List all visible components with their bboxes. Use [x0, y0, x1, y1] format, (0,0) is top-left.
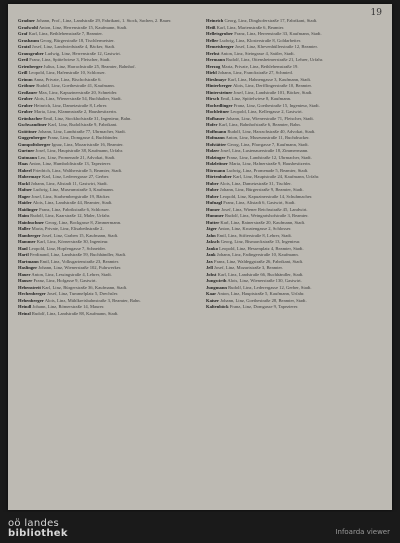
directory-entry — [18, 252, 194, 258]
entry-text: Franz, Linz, Hofgasse 9, Gastwirt. — [33, 278, 97, 283]
directory-entry — [18, 83, 194, 89]
directory-entry — [18, 207, 194, 213]
entry-name: Jäger — [206, 226, 217, 231]
directory-entry — [206, 135, 382, 141]
directory-entry — [18, 44, 194, 50]
entry-name: Grienberger — [18, 63, 43, 69]
entry-text: Max, Linz, Kapuzinerstraße 20, Schneider. — [38, 89, 118, 95]
entry-text: Emil, Linz, Stockhofstraße 31, Ingenieur, Bahn. — [43, 115, 132, 121]
directory-entry — [206, 207, 382, 213]
entry-name: Gstöttner — [18, 128, 37, 134]
entry-name: Grill — [18, 70, 28, 75]
entry-name: Jell — [206, 265, 213, 270]
directory-entry — [18, 31, 194, 37]
entry-text: Alois, Linz, Mühlkreisbahnstraße 3, Beamter, Bahn. — [44, 297, 141, 303]
entry-text: Johann, Linz, Bürgerstraße 9, Beamter, Stadt. — [219, 187, 304, 192]
directory-entry — [18, 168, 194, 174]
entry-text: Josef, Linz, Hauptstraße 38, Kaufmann, Urfahr. — [35, 148, 124, 153]
entry-name: Hummer — [206, 213, 224, 218]
directory-entry — [18, 174, 194, 180]
directory-entry — [18, 142, 194, 148]
entry-text: Ludwig, Linz, Klosterstraße 8, Goldarbeiter. — [219, 37, 302, 43]
entry-name: Grasbaum — [18, 37, 39, 43]
directory-entry — [18, 233, 194, 239]
entry-text: Josef, Linz, Graben 15, Kaufmann, Stadt. — [41, 232, 119, 238]
entry-text: Georg, Bürgerstraße 18, Tischlermeister. — [40, 37, 115, 43]
entry-name: Heinrich — [206, 18, 224, 23]
directory-entry — [18, 311, 194, 317]
entry-name: Gratzl — [18, 44, 31, 49]
directory-entry — [206, 291, 382, 297]
directory-entry — [206, 70, 382, 76]
entry-name: Gradwohl — [18, 24, 38, 30]
entry-text: Alois, Linz, Dametzstraße 31, Tischler. — [219, 180, 292, 186]
entry-name: Grünbacher — [18, 115, 43, 121]
directory-entry — [18, 220, 194, 226]
directory-entry — [206, 109, 382, 115]
entry-text: Johann, Linz, Fadingerstraße 10, Kaufmann. — [216, 252, 299, 257]
directory-entry — [206, 181, 382, 187]
directory-entry — [206, 278, 382, 284]
entry-name: Kaiser — [206, 297, 220, 303]
entry-text: Karl, Linz, Rainerstraße 20, Kaufmann, Stadt. — [220, 219, 306, 225]
entry-text: Rudolf, Linz, Kaarstraße 12, Maler, Urfahr. — [30, 213, 111, 218]
directory-entry — [206, 103, 382, 109]
directory-entry — [206, 90, 382, 96]
entry-text: Karl, Linz, Bahnhofstraße 6, Beamter, Bahn. — [218, 122, 301, 127]
directory-entry — [206, 18, 382, 24]
directory-entry — [18, 226, 194, 232]
directory-entry — [18, 291, 194, 297]
directory-entry — [206, 51, 382, 57]
entry-name: Holzer — [206, 148, 220, 153]
entry-text: Leopold, Linz, Hafenstraße 10, Schlosser. — [28, 70, 106, 75]
entry-name: Heiß — [206, 24, 216, 30]
entry-text: Ferdinand, Linz, Landstraße 59, Buchhändler, Stadt. — [29, 252, 127, 257]
entry-name: Janko — [206, 245, 219, 251]
entry-text: Karl, Linz, Bethlehemstraße 7, Beamter. — [28, 31, 103, 36]
entry-text: Rudolf, Linz, Landstraße 88, Kaufmann, Stadt. — [31, 310, 119, 316]
entry-name: Hörtenhuber — [206, 174, 232, 179]
directory-entry — [206, 44, 382, 50]
entry-text: Anton, Linz, Humboldtstraße 13, Tapezierer. — [28, 161, 112, 166]
entry-text: Maria, Linz, Hafnerstraße 9, Hausbesitzerin. — [229, 161, 311, 166]
entry-name: Greil — [18, 57, 29, 62]
entry-text: Franz, Linz, Landstraße 12, Uhrmacher, Stadt. — [226, 154, 312, 160]
entry-text: Maria, Private, Linz, Bethlehemstraße 19. — [221, 63, 299, 69]
entry-text: Alois, Linz, Wienerstraße 130, Gastwirt. — [227, 278, 302, 283]
entry-text: Julius, Linz, Harrachstraße 25, Beamter, Bahnhof. — [43, 63, 136, 69]
entry-name: Gruber — [18, 96, 33, 101]
entry-name: Gschwandtner — [18, 122, 47, 127]
directory-entry — [18, 194, 194, 200]
entry-text: Josef, Linz, Landstraße 101, Bäcker, Stadt. — [233, 89, 313, 95]
entry-name: Helletsgruber — [206, 31, 234, 36]
directory-entry — [18, 70, 194, 76]
directory-entry — [206, 213, 382, 219]
entry-text: Karl, Linz, Hauptstraße 24, Kaufmann, Urfahr. — [232, 174, 320, 179]
entry-name: Jungwirth — [206, 278, 227, 283]
entry-name: Jahn — [206, 232, 216, 238]
entry-text: Ignaz, Linz, Mozartstraße 16, Beamter. — [51, 141, 124, 147]
entry-name: Humer — [206, 206, 221, 212]
entry-text: Johann, Linz, Goethestraße 28, Beamter, Stadt. — [220, 297, 307, 303]
directory-entry — [18, 103, 194, 109]
entry-name: Hofbauer — [206, 115, 225, 121]
entry-text: Anton, Linz, Lessingstraße 4, Lehrer, Stadt. — [31, 271, 112, 277]
viewer-label: Infoarda viewer — [335, 528, 390, 536]
entry-text: Johann, Linz, Wienerstraße 71, Fleischer, Stadt. — [226, 115, 314, 121]
entry-text: Franz, Linz, Spittelwiese 3, Fleischer, Stadt. — [29, 57, 111, 62]
entry-name: Hehenberger — [18, 297, 44, 303]
directory-entry — [18, 272, 194, 278]
directory-entry — [206, 285, 382, 291]
directory-entry — [206, 64, 382, 70]
entry-name: Huber — [206, 180, 219, 186]
logo-line-1: oö landes — [8, 518, 60, 529]
directory-entry — [18, 187, 194, 193]
entry-text: Johann, Prof., Linz, Landstraße 29, Fabrikant, 1. Stock, Sachen, 2. Bauer. — [36, 18, 172, 23]
entry-text: Josef, Linz, Mozartstraße 3, Beamter. — [214, 265, 283, 270]
entry-text: Karl, Linz, Hahnengasse 3, Kaufmann, Stadt. — [227, 76, 312, 82]
entry-text: Georg, Linz, Pfarrgasse 7, Kaufmann, Stadt. — [227, 141, 309, 147]
entry-text: Anton, Linz, Herrenstraße 15, Kaufmann, Stadt. — [38, 24, 128, 30]
entry-name: Holzinger — [206, 154, 226, 160]
entry-name: Heinzl — [18, 310, 31, 316]
entry-name: Hainbuchner — [18, 219, 45, 225]
entry-text: Johann, Linz, Franckstraße 27, Schmied. — [217, 70, 293, 75]
entry-text: Ludwig, Linz, Museumstraße 3, Kaufmann. — [33, 187, 114, 192]
directory-entry — [206, 272, 382, 278]
entry-text: Franz, Linz, Goethestraße 15, Ingenieur, Stadt. — [233, 102, 320, 108]
entry-text: Maria, Private, Linz, Elisabethstraße 2. — [31, 226, 104, 231]
entry-text: Johann, Linz, Wienerstraße 102, Fuhrwerker. — [38, 265, 122, 270]
entry-text: Anton, Linz, Kroatengasse 2, Schlosser. — [217, 226, 292, 231]
entry-text: Georg, Linz, Dinghoferstraße 17, Fabrikant, Stadt. — [224, 18, 318, 23]
entry-text: Josef, Linz, Wiener Reichsstraße 45, Landwirt. — [221, 206, 308, 212]
right-column — [206, 18, 382, 311]
entry-text: Franz, Linz, Herrenstraße 33, Kaufmann, Stadt. — [234, 31, 322, 36]
directory-entry — [18, 304, 194, 310]
directory-entry — [206, 38, 382, 44]
entry-name: Hartmann — [18, 258, 39, 264]
entry-name: Hofmann — [206, 135, 225, 140]
directory-entry — [206, 174, 382, 180]
entry-name: Haller — [18, 226, 31, 231]
entry-name: Graf — [18, 31, 28, 36]
entry-name: Hauer — [18, 271, 31, 277]
entry-name: Hechenberger — [18, 291, 46, 296]
entry-text: Josef, Linz, Tummelplatz 5, Drechsler. — [46, 291, 119, 296]
directory-entry — [18, 122, 194, 128]
directory-entry — [206, 142, 382, 148]
entry-name: Haberl — [18, 167, 32, 173]
entry-name: Großauer — [18, 89, 38, 95]
entry-name: Hermann — [206, 57, 225, 62]
entry-name: Holzleitner — [206, 161, 228, 166]
directory-entry — [18, 265, 194, 271]
entry-text: Karl, Linz, Bürgerstraße 36, Kaufmann, Stadt. — [42, 284, 128, 290]
directory-entry — [18, 213, 194, 219]
entry-name: Hackl — [18, 180, 30, 186]
entry-name: Haslinger — [18, 265, 38, 270]
entry-text: Anton, Linz, Steingasse 4, Sattler, Stadt. — [220, 50, 295, 56]
directory-entry — [18, 64, 194, 70]
scanned-page — [8, 4, 392, 510]
directory-entry — [18, 129, 194, 135]
entry-text: Franz, Linz, Domgasse 9, Tapezierer. — [229, 304, 299, 309]
directory-entry — [18, 135, 194, 141]
directory-entry — [18, 96, 194, 102]
entry-text: Karl, Linz, Körnerstraße 30, Ingenieur. — [36, 239, 109, 244]
entry-text: Leopold, Linz, Hopfengasse 7, Schneider. — [28, 245, 106, 251]
entry-name: Hutter — [206, 219, 220, 225]
directory-entry — [18, 259, 194, 265]
entry-name: Jank — [206, 252, 216, 257]
entry-text: Johann, Linz, Römerstraße 14, Maurer. — [32, 304, 105, 309]
directory-entry — [18, 239, 194, 245]
entry-text: Leopold, Linz, Kellergasse 2, Gastwirt. — [230, 109, 303, 114]
directory-entry — [18, 77, 194, 83]
entry-name: Haidinger — [18, 206, 38, 212]
entry-text: Georg, Linz, Bismarckstraße 13, Ingenieur. — [220, 239, 301, 244]
entry-text: Karl, Linz, Marienstraße 6, Beamter. — [216, 24, 285, 30]
directory-entry — [206, 31, 382, 37]
directory-entry — [206, 200, 382, 206]
directory-entry — [18, 38, 194, 44]
directory-entry — [206, 246, 382, 252]
entry-name: Jungmann — [206, 284, 227, 290]
directory-entry — [18, 155, 194, 161]
directory-entry — [206, 226, 382, 232]
entry-name: Jax — [206, 258, 213, 264]
directory-entry — [18, 298, 194, 304]
directory-entry — [18, 161, 194, 167]
entry-name: Haim — [18, 213, 29, 218]
directory-entry — [206, 57, 382, 63]
directory-entry — [206, 220, 382, 226]
directory-entry — [206, 96, 382, 102]
directory-entry — [206, 265, 382, 271]
entry-name: Hebenstreit — [18, 284, 41, 290]
entry-text: Ludwig, Linz, Promenade 5, Beamter, Stadt. — [226, 167, 309, 173]
entry-name: Hammer — [18, 239, 36, 244]
entry-name: Hiebl — [206, 70, 217, 75]
directory-entry — [18, 25, 194, 31]
entry-name: Hemetsberger — [206, 44, 234, 49]
entry-name: Hörmann — [206, 167, 226, 173]
entry-name: Hirsch — [206, 96, 220, 101]
entry-name: Gruber — [18, 109, 33, 114]
entry-text: Franz, Linz, Waldeggstraße 26, Fabrikant, Stadt. — [214, 258, 304, 264]
entry-text: Rudolf, Linz, Goethestraße 41, Kaufmann. — [36, 83, 115, 88]
directory-entry — [206, 239, 382, 245]
directory-entry — [206, 194, 382, 200]
entry-text: Karl, Linz, Lederergasse 27, Gerber. — [42, 174, 110, 179]
entry-text: Leopold, Linz, Hessenplatz 4, Beamter, Stadt. — [219, 245, 304, 251]
directory-entry — [206, 116, 382, 122]
entry-name: Hanl — [18, 245, 28, 251]
entry-text: Emil, Linz, Stifterstraße 8, Lehrer, Stadt. — [216, 232, 292, 238]
directory-entry — [206, 129, 382, 135]
entry-text: Rudolf, Linz, Weingartshofstraße 3, Beamter. — [225, 213, 309, 218]
entry-text: Anton, Linz, Museumstraße 11, Buchdrucker. — [225, 135, 310, 140]
entry-text: Alois, Linz, Derfflingerstraße 10, Beamter. — [232, 83, 312, 88]
entry-text: Leopold, Linz, Kapuzinerstraße 14, Schuhmacher. — [219, 193, 313, 199]
directory-entry — [206, 298, 382, 304]
entry-text: Emil, Linz, Volksgartenstraße 23, Beamter. — [39, 258, 120, 264]
logo-line-2: bibliothek — [8, 528, 68, 539]
entry-name: Huber — [206, 187, 219, 192]
entry-name: Jaksch — [206, 239, 220, 244]
directory-entry — [18, 278, 194, 284]
entry-text: Karl, Linz, Rudolfstraße 9, Fabrikant. — [48, 122, 118, 127]
entry-text: Franz, Linz, Fabrikstraße 6, Schlosser. — [39, 206, 110, 212]
directory-entry — [206, 122, 382, 128]
entry-text: Leo, Linz, Promenade 21, Advokat, Stadt. — [38, 154, 116, 160]
entry-text: Alois, Linz, Landstraße 44, Beamter, Stadt. — [32, 200, 113, 205]
entry-name: Hieslmayr — [206, 76, 227, 82]
directory-entry — [206, 304, 382, 310]
entry-text: Anton, Linz, Hauptstraße 5, Kaufmann, Urfahr. — [217, 291, 305, 296]
entry-text: Heinrich, Linz, Dametzstraße 8, Lehrer. — [33, 102, 108, 108]
entry-name: Gröbner — [18, 83, 36, 88]
entry-name: Hochleitner — [206, 109, 230, 114]
entry-name: Hartl — [18, 252, 29, 257]
entry-text: Rudolf, Linz, Harrachstraße 40, Advokat, Stadt. — [227, 128, 316, 134]
directory-entry — [18, 90, 194, 96]
entry-text: Karl, Linz, Landstraße 66, Buchhändler, Stadt. — [217, 271, 304, 277]
entry-name: Hafner — [18, 187, 33, 192]
entry-name: Gradner — [18, 18, 36, 23]
entry-name: Hufnagl — [206, 200, 223, 205]
directory-entry — [18, 57, 194, 63]
entry-name: Jobst — [206, 271, 217, 277]
directory-entry — [206, 252, 382, 258]
directory-entry — [206, 233, 382, 239]
directory-entry — [18, 181, 194, 187]
directory-entry — [18, 246, 194, 252]
directory-entry — [206, 77, 382, 83]
entry-text: Johann, Linz, Landstraße 77, Uhrmacher, Stadt. — [38, 128, 126, 134]
entry-name: Herzog — [206, 63, 221, 69]
entry-text: Franz, Linz, Altstadt 6, Gastwirt, Stadt. — [223, 200, 296, 205]
directory-entry — [206, 25, 382, 31]
left-column — [18, 18, 194, 317]
directory-entry — [206, 187, 382, 193]
page-number: 19 — [370, 8, 382, 18]
entry-text: Josef, Linz, Lustenauerstraße 18, Zimmermann. — [220, 148, 309, 153]
directory-entry — [18, 18, 194, 24]
entry-name: Hochedlinger — [206, 102, 233, 108]
entry-name: Huber — [206, 193, 219, 199]
entry-name: Hinterberger — [206, 83, 233, 88]
directory-entry — [206, 259, 382, 265]
entry-text: Ludwig, Linz, Herrenstraße 12, Gastwirt. — [44, 50, 121, 56]
entry-name: Gutmann — [18, 154, 37, 160]
entry-name: Hauser — [18, 278, 33, 283]
entry-name: Hofstätter — [206, 141, 227, 147]
entry-name: Gruber — [18, 102, 33, 108]
entry-name: Hoffmann — [206, 128, 227, 134]
entry-name: Grausgruber — [18, 50, 44, 56]
entry-name: Haider — [18, 200, 32, 205]
directory-entry — [206, 168, 382, 174]
entry-name: Hamberger — [18, 232, 41, 238]
entry-text: Franz, Linz, Domgasse 4, Buchbinder. — [47, 135, 119, 140]
entry-text: Friedrich, Linz, Waltherstraße 5, Beamter, Stadt. — [32, 167, 123, 173]
directory-entry — [18, 51, 194, 57]
entry-name: Hager — [18, 193, 31, 199]
entry-name: Habermayr — [18, 174, 41, 179]
entry-name: Hintersteiner — [206, 89, 233, 95]
entry-text: Rudolf, Linz, Lederergasse 12, Gerber, Stadt. — [228, 284, 312, 290]
entry-name: Gurtner — [18, 148, 35, 153]
directory-entry — [206, 155, 382, 161]
entry-text: Josef, Linz, Khevenhüllerstraße 12, Beamter. — [234, 44, 318, 49]
library-logo[interactable] — [8, 519, 68, 539]
directory-entry — [18, 200, 194, 206]
directory-entry — [18, 109, 194, 115]
entry-text: Josef, Linz, Landwiedstraße 4, Bäcker, Stadt. — [31, 44, 116, 49]
entry-text: Johann, Linz, Altstadt 11, Gastwirt, Stadt. — [30, 180, 108, 186]
entry-name: Guggenberger — [18, 135, 47, 140]
entry-name: Gumpoltsberger — [18, 141, 51, 147]
entry-text: Josef, Linz, Starhembergstraße 19, Bäcker. — [31, 193, 111, 199]
directory-entry — [18, 285, 194, 291]
entry-name: Kaltenböck — [206, 304, 229, 309]
entry-text: Rudolf, Linz, Ottensheimerstraße 21, Lehrer, Urfahr. — [226, 57, 324, 62]
entry-text: Alois, Linz, Wienerstraße 54, Buchhalter, Stadt. — [33, 96, 122, 101]
entry-text: Maria, Linz, Klammstraße 2, Hausbesitzerin. — [33, 109, 117, 114]
entry-text: Anna, Private, Linz, Bischofstraße 6. — [33, 76, 102, 82]
directory-entry — [18, 148, 194, 154]
directory-entry — [206, 161, 382, 167]
directory-entry — [206, 148, 382, 154]
directory-entry — [18, 116, 194, 122]
entry-name: Grimm — [18, 76, 33, 82]
entry-name: Herbst — [206, 50, 220, 56]
entry-name: Heindl — [18, 304, 32, 309]
entry-name: Heller — [206, 37, 219, 43]
entry-text: Emil, Linz, Spittelwiese 8, Kaufmann. — [220, 96, 292, 101]
entry-name: Hofer — [206, 122, 218, 127]
directory-entry — [206, 83, 382, 89]
entry-name: Kaar — [206, 291, 217, 296]
entry-text: Georg, Linz, Bockgasse 8, Zimmermann. — [45, 219, 122, 225]
entry-name: Haas — [18, 161, 28, 166]
